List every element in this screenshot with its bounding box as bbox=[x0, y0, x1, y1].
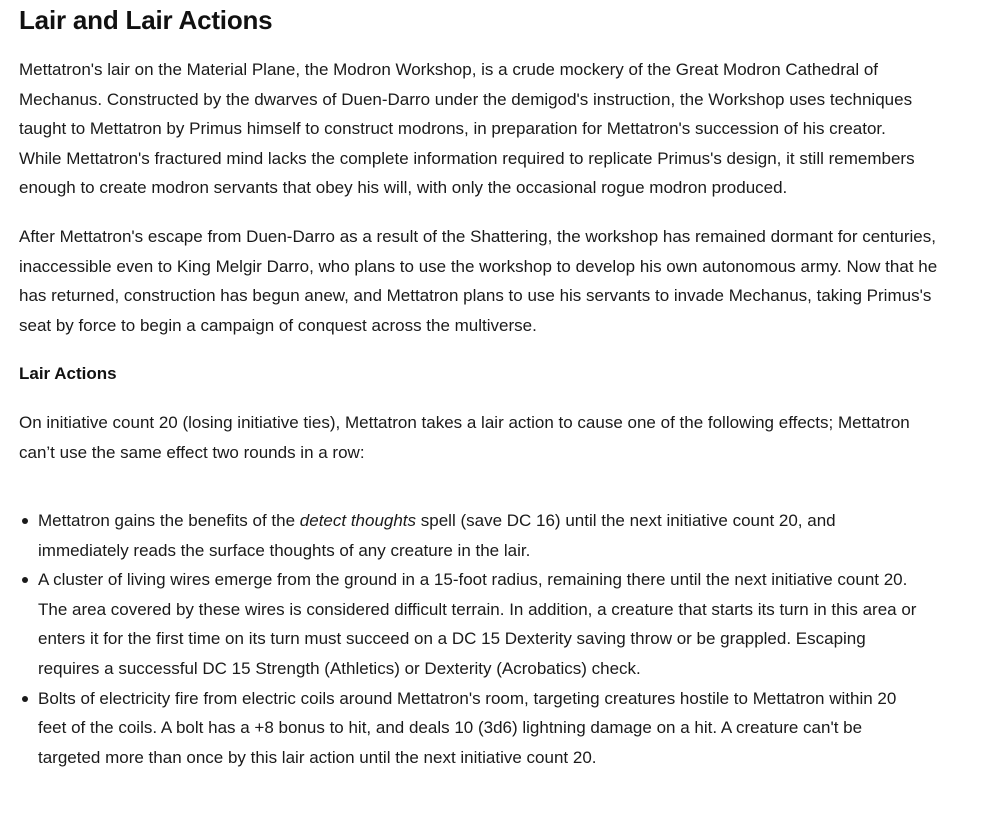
text-line: Mettatron's lair on the Material Plane, the Modron Workshop, is a crude mockery of the Great Modron Cathedral of bbox=[19, 60, 879, 79]
page-title: Lair and Lair Actions bbox=[19, 5, 273, 35]
text-segment: spell (save DC 16) until the next initiative count 20, and bbox=[416, 511, 836, 530]
text-line: can’t use the same effect two rounds in a row: bbox=[19, 442, 365, 462]
text-line: inaccessible even to King Melgir Darro, who plans to use the workshop to develop his own autonomous army. Now that he bbox=[19, 256, 938, 276]
text-line: requires a successful DC 15 Strength (Athletics) or Dexterity (Acrobatics) check. bbox=[38, 658, 641, 678]
history-paragraph bbox=[19, 222, 937, 340]
spell-name: detect thoughts bbox=[299, 511, 417, 530]
bullet-icon bbox=[22, 696, 28, 702]
text-line: A cluster of living wires emerge from the ground in a 15-foot radius, remaining there until the next initiative count 20. bbox=[38, 570, 908, 590]
bullet-icon bbox=[22, 518, 28, 524]
text-line: While Mettatron's fractured mind lacks the complete information required to replicate Primus's design, it still remembers bbox=[19, 148, 915, 168]
text-line: enough to create modron servants that obey his will, with only the occasional rogue modron produced. bbox=[19, 178, 788, 198]
text-line bbox=[38, 506, 916, 536]
intro-paragraph bbox=[19, 55, 915, 203]
text-line: Mechanus. Constructed by the dwarves of Duen-Darro under the demigod's instruction, the Workshop uses techniques bbox=[19, 89, 913, 109]
list-item bbox=[19, 565, 916, 683]
text-line: taught to Mettatron by Primus himself to construct modrons, in preparation for Mettatron's succession of his creator. bbox=[19, 119, 886, 139]
text-line: has returned, construction has begun anew, and Mettatron plans to use his servants to invade Mechanus, taking Primus's bbox=[19, 286, 932, 306]
text-line: feet of the coils. A bolt has a +8 bonus to hit, and deals 10 (3d6) lightning damage on a hit. A creature can't be bbox=[38, 718, 863, 738]
text-line: The area covered by these wires is considered difficult terrain. In addition, a creature that starts its turn in this area or bbox=[38, 599, 917, 619]
lair-actions-intro bbox=[19, 408, 910, 467]
text-line: targeted more than once by this lair action until the next initiative count 20. bbox=[38, 747, 597, 767]
list-item bbox=[19, 506, 916, 565]
bullet-icon bbox=[22, 577, 28, 583]
lair-actions-list bbox=[19, 506, 916, 772]
text-segment: Mettatron gains the benefits of the bbox=[38, 511, 300, 530]
lair-actions-subheading: Lair Actions bbox=[19, 364, 117, 383]
text-line: seat by force to begin a campaign of conquest across the multiverse. bbox=[19, 315, 537, 335]
text-line: After Mettatron's escape from Duen-Darro as a result of the Shattering, the workshop has remained dormant for centuries, bbox=[19, 227, 936, 246]
text-line: Bolts of electricity fire from electric coils around Mettatron's room, targeting creatures hostile to Mettatron within 20 bbox=[38, 688, 897, 708]
text-line: On initiative count 20 (losing initiative ties), Mettatron takes a lair action to cause one of the following effects; Mettatron bbox=[19, 413, 910, 432]
text-line: enters it for the first time on its turn must succeed on a DC 15 Dexterity saving throw or be grappled. Escaping bbox=[38, 629, 866, 649]
list-item bbox=[19, 684, 916, 773]
text-line: immediately reads the surface thoughts of any creature in the lair. bbox=[38, 540, 531, 560]
